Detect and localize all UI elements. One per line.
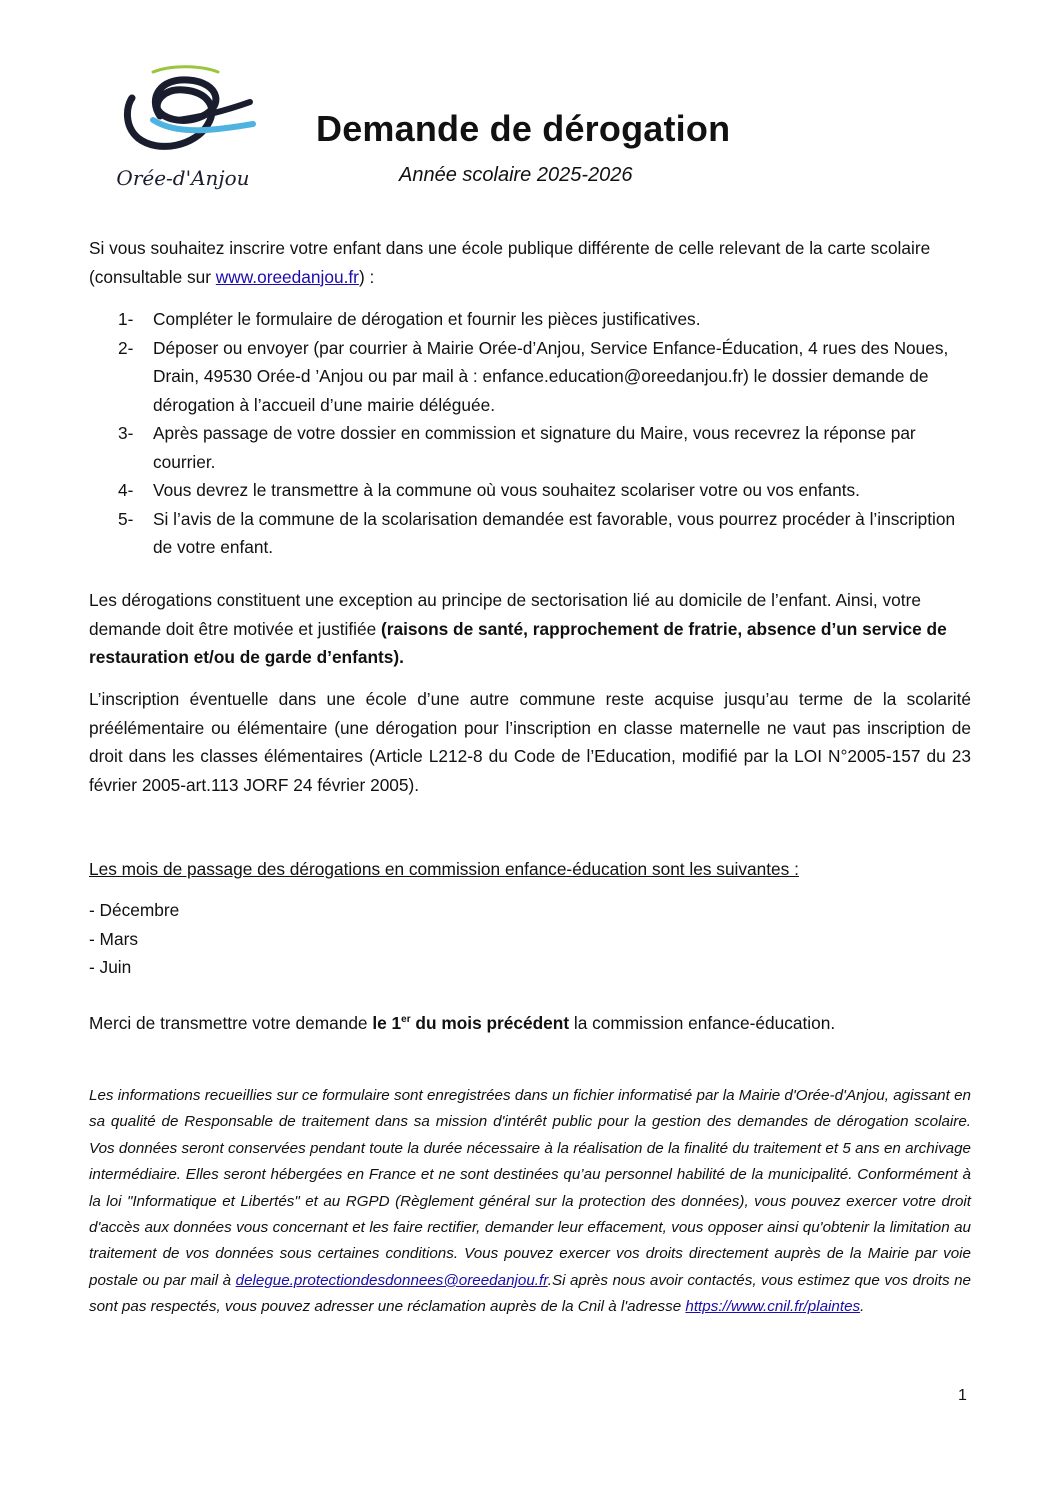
page-title: Demande de dérogation [316,108,731,149]
intro-text: Si vous souhaitez inscrire votre enfant dans une école publique différente de celle relevant de la carte scolaire (consultable sur [89,238,931,287]
derogations-text: Les dérogations constituent une exception au principe de sectorisation lié au domicile de l’enfant. Ainsi, votre demande doit être motivée et justifiée [89,590,921,639]
step-text: Compléter le formulaire de dérogation et fournir les pièces justificatives. [153,309,701,329]
step-text: Vous devrez le transmettre à la commune où vous souhaitez scolariser votre ou vos enfants. [153,480,860,500]
reminder-text-end: la commission enfance-éducation. [569,1013,836,1033]
month-item: - Juin [89,957,132,977]
commission-heading-text: Les mois de passage des dérogations en commission enfance-éducation sont les suivantes : [89,859,799,879]
derogations-paragraph [89,586,971,672]
step-number: 1- [118,309,134,329]
step-item [118,505,971,562]
step-item [118,476,971,505]
derogations-reasons: (raisons de santé, rapprochement de fratrie, absence d’un service de restauration et/ou de garde d’enfants). [89,618,947,667]
page-subtitle: Année scolaire 2025-2026 [399,164,633,186]
step-item [118,419,971,476]
privacy-notice [89,1083,971,1321]
month-item: - Décembre [89,900,180,920]
commission-heading [89,855,971,884]
reminder-deadline [372,1013,569,1033]
steps-list [118,305,971,562]
step-number: 3- [118,423,134,443]
reminder-sup: er [401,1014,411,1026]
website-link[interactable]: www.oreedanjou.fr [215,266,359,287]
oree-danjou-logo [108,58,258,198]
month-item: - Mars [89,928,138,949]
reminder-text: Merci de transmettre votre demande [89,1013,373,1033]
intro-paragraph [89,234,971,291]
privacy-text-2: .Si après nous avoir contactés, vous estimez que vos droits ne sont pas respectés, vous pouvez adresser une réclamation auprès de la Cnil à l'adresse [89,1271,971,1316]
step-text: Si l’avis de la commune de la scolarisation demandée est favorable, vous pourrez procéder à l’inscription de votre enfant. [153,508,956,557]
step-text: Déposer ou envoyer (par courrier à Mairie Orée-d’Anjou, Service Enfance-Éducation, 4 rues des Noues, Drain, 49530 Orée-d ’Anjou ou par mail à : enfance.education@oreedanjou.fr) le dossier demande de dérogation à l’accueil d’une mairie déléguée. [153,337,949,415]
privacy-text: Les informations recueillies sur ce formulaire sont enregistrées dans un fichier informatisé par la Mairie d'Orée-d'Anjou, agissant en sa qualité de Responsable de traitement dans sa mission d'intérêt public pour la gestion des demandes de dérogation scolaire. Vos données seront conservées pendant toute la durée nécessaire à la réalisation de la finalité du traitement et 5 ans en archivage intermédiaire. Elles seront hébergées en France et ne sont destinées qu’au personnel habilité de la municipalité. Conformément à la loi "Informatique et Libertés" et au RGPD (Règlement général sur la protection des données), vous pouvez exercer votre droit d'accès aux données vous concernant et les faire rectifier, demander leur effacement, vous opposer ainsi qu'obtenir la limitation au traitement de vos données sous certaines conditions. Vous pouvez exercer vos droits directement auprès de la Mairie par voie postale ou par mail à [89,1087,971,1289]
inscription-paragraph: L’inscription éventuelle dans une école d’une autre commune reste acquise jusqu’au terme de la scolarité préélémentaire ou élémentaire (une dérogation pour l’inscription en classe maternelle ne vaut pas inscription de droit dans les classes élémentaires (Article L212-8 du Code de l’Education, modifié par la LOI N°2005-157 du 23 février 2005-art.113 JORF 24 février 2005). [89,689,971,795]
cnil-link[interactable]: https://www.cnil.fr/plaintes [685,1298,861,1316]
reminder-bold-2: du mois précédent [410,1013,570,1033]
step-item [118,305,971,334]
page-number: 1 [958,1387,967,1404]
step-number: 4- [118,480,134,500]
privacy-text-3: . [860,1298,865,1316]
logo-text: Orée-d'Anjou [116,166,250,190]
reminder-bold-1: le 1 [372,1013,402,1033]
step-item [118,334,971,420]
step-text: Après passage de votre dossier en commission et signature du Maire, vous recevrez la réponse par courrier. [153,423,916,472]
months-list [89,896,179,982]
dpo-email-link[interactable]: delegue.protectiondesdonnees@oreedanjou.fr [235,1271,548,1289]
step-number: 5- [118,508,134,529]
intro-text-end: ) : [358,266,375,287]
logo-swirl-icon [108,58,258,168]
step-number: 2- [118,337,134,358]
reminder-paragraph [89,1009,971,1038]
